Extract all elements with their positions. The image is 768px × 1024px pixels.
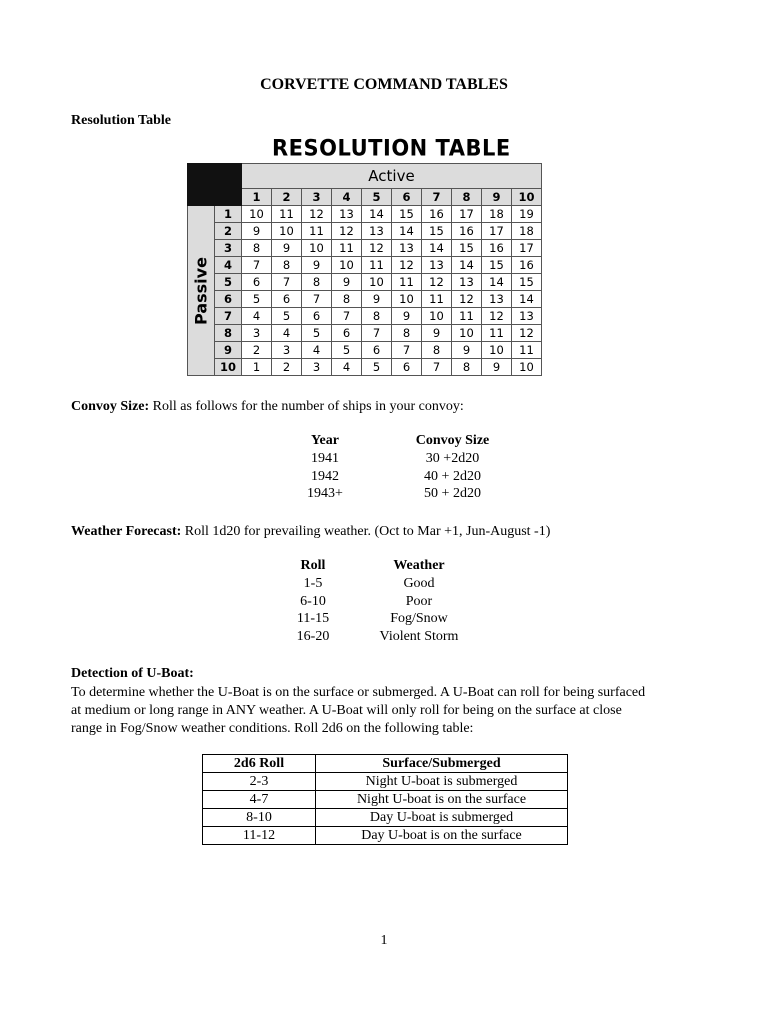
page-title: CORVETTE COMMAND TABLES [260, 76, 508, 93]
res-cell: 8 [452, 359, 482, 376]
res-cell: 4 [242, 308, 272, 325]
res-cell: 11 [302, 223, 332, 240]
res-cell: 6 [302, 308, 332, 325]
res-cell: 4 [272, 325, 302, 342]
res-row [188, 359, 542, 376]
weather-row-cell: Good [403, 576, 435, 591]
res-cell: 8 [242, 240, 272, 257]
detection-row-cell: 2-3 [203, 773, 316, 791]
res-column-header: 6 [392, 189, 422, 206]
weather-row-cell: Violent Storm [379, 628, 459, 644]
detection-row [203, 791, 568, 809]
res-row-header: 6 [215, 291, 242, 308]
res-cell: 11 [452, 308, 482, 325]
res-cell: 10 [272, 223, 302, 240]
res-column-header: 2 [272, 189, 302, 206]
res-cell: 9 [452, 342, 482, 359]
res-row [188, 257, 542, 274]
res-cell: 17 [452, 206, 482, 223]
res-cell: 7 [242, 257, 272, 274]
detection-line: To determine whether the U-Boat is on the surface or submerged. A U-Boat can roll for being surfaced [71, 685, 646, 700]
res-column-header: 1 [242, 189, 272, 206]
res-cell: 11 [332, 240, 362, 257]
res-cell: 8 [422, 342, 452, 359]
res-cell: 2 [242, 342, 272, 359]
res-cell: 7 [272, 274, 302, 291]
res-row-header: 5 [215, 274, 242, 291]
res-row-header: 1 [215, 206, 242, 223]
res-cell: 4 [332, 359, 362, 376]
resolution-image-title: RESOLUTION TABLE [272, 135, 511, 161]
res-row [188, 206, 542, 223]
res-cell: 5 [362, 359, 392, 376]
res-cell: 14 [482, 274, 512, 291]
weather-row [283, 610, 495, 628]
detection-row-cell: 8-10 [203, 809, 316, 827]
res-cell: 10 [512, 359, 542, 376]
detection-row-cell: Day U-boat is on the surface [316, 827, 568, 845]
convoy-row-cell: 1942 [311, 468, 339, 484]
res-row-header: 10 [215, 359, 242, 376]
res-cell: 15 [512, 274, 542, 291]
res-cell: 12 [422, 274, 452, 291]
res-cell: 11 [482, 325, 512, 342]
convoy-row-cell: 40 + 2d20 [424, 468, 481, 484]
res-column-header: 5 [362, 189, 392, 206]
res-cell: 12 [302, 206, 332, 223]
res-column-row [188, 189, 542, 206]
res-cell: 13 [482, 291, 512, 308]
res-row-header: 7 [215, 308, 242, 325]
res-cell: 5 [242, 291, 272, 308]
res-cell: 11 [512, 342, 542, 359]
res-cell: 2 [272, 359, 302, 376]
res-cell: 7 [332, 308, 362, 325]
detection-row-cell: 11-12 [203, 827, 316, 845]
convoy-size-table [290, 433, 545, 503]
res-cell: 15 [452, 240, 482, 257]
res-cell: 8 [302, 274, 332, 291]
detection-header-result: Surface/Submerged [316, 755, 568, 773]
weather-forecast-text: Roll 1d20 for prevailing weather. (Oct to Mar +1, Jun-August -1) [181, 524, 551, 539]
res-cell: 5 [272, 308, 302, 325]
detection-label: Detection of U-Boat: [71, 666, 194, 681]
page-number: 1 [380, 933, 388, 948]
resolution-table-label: Resolution Table [71, 113, 171, 128]
res-cell: 16 [482, 240, 512, 257]
weather-header-roll: Roll [300, 558, 326, 573]
res-cell: 9 [272, 240, 302, 257]
detection-line: at medium or long range in ANY weather. A U-Boat will only roll for being on the surface at close [71, 703, 622, 718]
res-corner [188, 164, 242, 206]
res-cell: 6 [242, 274, 272, 291]
res-active-label: Active [242, 164, 542, 189]
res-cell: 14 [362, 206, 392, 223]
res-cell: 14 [452, 257, 482, 274]
res-header-row [188, 164, 542, 189]
weather-table [283, 558, 495, 645]
res-cell: 5 [332, 342, 362, 359]
res-row-header: 9 [215, 342, 242, 359]
res-cell: 12 [482, 308, 512, 325]
res-cell: 6 [392, 359, 422, 376]
res-row-header: 4 [215, 257, 242, 274]
res-cell: 13 [452, 274, 482, 291]
res-cell: 13 [362, 223, 392, 240]
res-row [188, 291, 542, 308]
res-row-header: 3 [215, 240, 242, 257]
res-cell: 10 [422, 308, 452, 325]
res-cell: 8 [272, 257, 302, 274]
res-row [188, 342, 542, 359]
res-cell: 8 [392, 325, 422, 342]
res-cell: 3 [272, 342, 302, 359]
weather-forecast-label: Weather Forecast: [71, 524, 182, 539]
res-cell: 14 [422, 240, 452, 257]
res-cell: 6 [332, 325, 362, 342]
convoy-row-cell: 1941 [311, 451, 339, 466]
weather-row-cell: Fog/Snow [390, 611, 448, 626]
weather-header-weather: Weather [393, 558, 445, 573]
convoy-row [290, 468, 545, 486]
res-cell: 10 [242, 206, 272, 223]
res-row [188, 308, 542, 325]
convoy-size-text: Roll as follows for the number of ships in your convoy: [149, 399, 464, 414]
res-cell: 19 [512, 206, 542, 223]
res-cell: 14 [512, 291, 542, 308]
res-cell: 3 [302, 359, 332, 376]
detection-row [203, 809, 568, 827]
res-column-header: 3 [302, 189, 332, 206]
weather-row-cell: 11-15 [296, 611, 330, 626]
detection-header-roll: 2d6 Roll [203, 755, 316, 773]
res-cell: 16 [512, 257, 542, 274]
detection-row-cell: Night U-boat is submerged [316, 773, 568, 791]
detection-row [203, 773, 568, 791]
res-cell: 16 [452, 223, 482, 240]
res-cell: 10 [332, 257, 362, 274]
res-cell: 13 [422, 257, 452, 274]
res-cell: 12 [512, 325, 542, 342]
res-cell: 8 [332, 291, 362, 308]
res-row-header: 2 [215, 223, 242, 240]
resolution-table [187, 163, 542, 376]
weather-row [283, 628, 495, 646]
detection-table [202, 754, 568, 845]
convoy-row-cell: 30 +2d20 [425, 451, 480, 466]
res-row [188, 240, 542, 257]
detection-paragraph [71, 684, 645, 738]
res-cell: 9 [332, 274, 362, 291]
weather-row [283, 593, 495, 611]
res-cell: 8 [362, 308, 392, 325]
detection-row [203, 827, 568, 845]
res-cell: 1 [242, 359, 272, 376]
res-column-header: 8 [452, 189, 482, 206]
res-cell: 13 [392, 240, 422, 257]
res-passive-cell [188, 206, 215, 376]
res-column-header: 9 [482, 189, 512, 206]
res-cell: 4 [302, 342, 332, 359]
res-cell: 9 [422, 325, 452, 342]
res-cell: 13 [512, 308, 542, 325]
res-cell: 9 [362, 291, 392, 308]
res-cell: 15 [422, 223, 452, 240]
res-cell: 18 [512, 223, 542, 240]
res-row [188, 223, 542, 240]
detection-row-cell: Day U-boat is submerged [316, 809, 568, 827]
res-column-header: 7 [422, 189, 452, 206]
res-cell: 10 [362, 274, 392, 291]
res-cell: 12 [362, 240, 392, 257]
detection-row-cell: 4-7 [203, 791, 316, 809]
res-column-header: 10 [512, 189, 542, 206]
convoy-row [290, 485, 545, 503]
res-cell: 14 [392, 223, 422, 240]
res-cell: 10 [302, 240, 332, 257]
convoy-row [290, 450, 545, 468]
res-cell: 6 [272, 291, 302, 308]
res-cell: 10 [392, 291, 422, 308]
weather-row-cell: Poor [405, 593, 433, 609]
res-cell: 9 [482, 359, 512, 376]
res-cell: 9 [392, 308, 422, 325]
convoy-size-paragraph [71, 399, 464, 415]
weather-row-cell: 16-20 [296, 628, 330, 644]
res-row [188, 325, 542, 342]
res-cell: 10 [452, 325, 482, 342]
res-cell: 11 [392, 274, 422, 291]
res-cell: 11 [422, 291, 452, 308]
res-column-header: 4 [332, 189, 362, 206]
res-cell: 11 [272, 206, 302, 223]
res-cell: 17 [512, 240, 542, 257]
weather-row [283, 575, 495, 593]
res-cell: 6 [362, 342, 392, 359]
convoy-header-size: Convoy Size [415, 433, 490, 448]
res-cell: 9 [242, 223, 272, 240]
res-row [188, 274, 542, 291]
res-cell: 5 [302, 325, 332, 342]
res-row-header: 8 [215, 325, 242, 342]
res-cell: 7 [362, 325, 392, 342]
res-cell: 16 [422, 206, 452, 223]
weather-row-cell: 1-5 [303, 576, 323, 591]
res-cell: 11 [362, 257, 392, 274]
res-cell: 12 [332, 223, 362, 240]
detection-row-cell: Night U-boat is on the surface [316, 791, 568, 809]
res-cell: 15 [482, 257, 512, 274]
res-cell: 7 [302, 291, 332, 308]
res-cell: 3 [242, 325, 272, 342]
convoy-size-label: Convoy Size: [71, 399, 150, 414]
res-cell: 15 [392, 206, 422, 223]
convoy-header-year: Year [311, 433, 339, 448]
weather-forecast-paragraph [71, 524, 550, 540]
res-cell: 18 [482, 206, 512, 223]
convoy-row-cell: 50 + 2d20 [424, 486, 481, 501]
res-passive-label: Passive [191, 256, 211, 325]
res-cell: 7 [392, 342, 422, 359]
res-cell: 13 [332, 206, 362, 223]
res-cell: 9 [302, 257, 332, 274]
res-cell: 7 [422, 359, 452, 376]
res-cell: 10 [482, 342, 512, 359]
convoy-row-cell: 1943+ [307, 486, 343, 501]
weather-row-cell: 6-10 [300, 593, 326, 609]
res-cell: 17 [482, 223, 512, 240]
res-cell: 12 [452, 291, 482, 308]
detection-line: range in Fog/Snow weather conditions. Roll 2d6 on the following table: [71, 721, 474, 736]
res-cell: 12 [392, 257, 422, 274]
